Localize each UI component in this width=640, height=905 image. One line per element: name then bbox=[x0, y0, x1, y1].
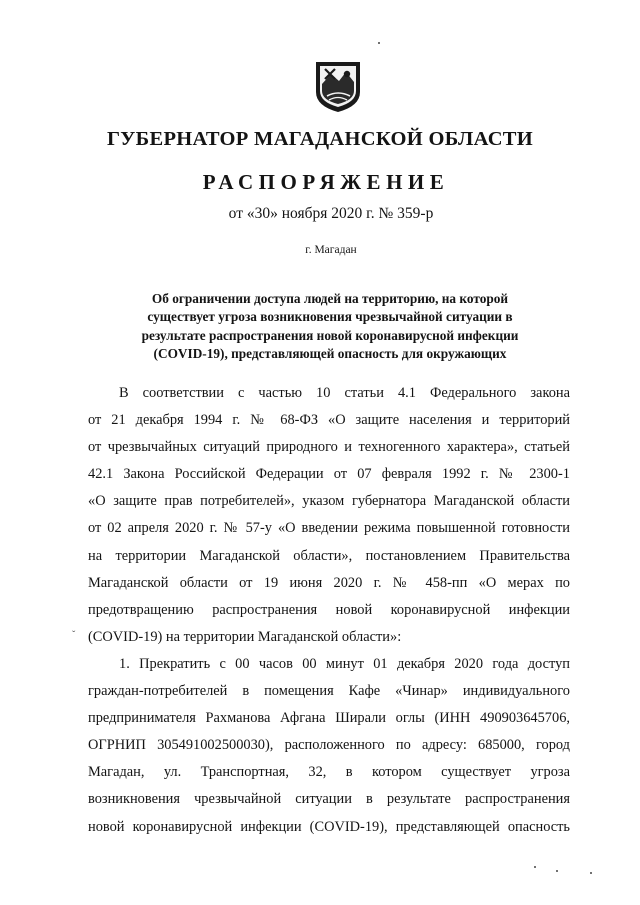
body-line: от 02 апреля 2020 г. № 57-у «О введении режима повышенной готовности bbox=[88, 520, 570, 537]
preamble-paragraph bbox=[88, 380, 570, 651]
subject-line: Об ограничении доступа людей на территорию, на которой bbox=[151, 291, 509, 306]
subject-line: результате распространения новой коронавирусной инфекции bbox=[141, 327, 519, 343]
body-line: Магадан, ул. Транспортная, 32, в котором существует угроза bbox=[88, 764, 570, 781]
body-line: 42.1 Закона Российской Федерации от 07 февраля 1992 г. № 2300-1 bbox=[88, 466, 570, 483]
body-line: на территории Магаданской области», постановлением Правительства bbox=[88, 547, 570, 564]
document-body bbox=[88, 380, 570, 841]
point-1-paragraph bbox=[88, 651, 570, 841]
body-line: (COVID-19) на территории Магаданской области»: bbox=[88, 628, 402, 645]
body-line: предпринимателя Рахманова Афгана Ширали оглы (ИНН 490903645706, bbox=[88, 710, 570, 727]
document-city: г. Магадан bbox=[305, 244, 357, 256]
document-type: РАСПОРЯЖЕНИЕ bbox=[202, 170, 450, 194]
subject-line: (COVID-19), представляющей опасность для окружающих bbox=[153, 345, 507, 361]
body-line: Магаданской области от 19 июня 2020 г. № 458-пп «О мерах по bbox=[88, 574, 570, 591]
body-line: граждан-потребителей в помещения Кафе «Чинар» индивидуального bbox=[88, 683, 570, 700]
document-subject bbox=[80, 290, 580, 363]
body-line: 1. Прекратить с 00 часов 00 минут 01 декабря 2020 года доступ bbox=[119, 655, 570, 672]
scan-speck bbox=[556, 870, 558, 872]
emblem-graphic bbox=[313, 60, 363, 114]
body-line: В соответствии с частью 10 статьи 4.1 Федерального закона bbox=[119, 385, 570, 401]
subject-line: существует угроза возникновения чрезвычайной ситуации в bbox=[147, 309, 513, 325]
margin-mark: ˇ bbox=[72, 630, 76, 641]
body-line: от чрезвычайных ситуаций природного и техногенного характера», статьей bbox=[88, 439, 570, 456]
body-line: возникновения чрезвычайной ситуации в результате распространения bbox=[88, 791, 570, 808]
body-line: предотвращению распространения новой коронавирусной инфекции bbox=[88, 601, 570, 618]
scan-speck bbox=[378, 42, 380, 44]
body-line: ОГРНИП 305491002500030), расположенного по адресу: 685000, город bbox=[88, 737, 570, 754]
body-line: «О защите прав потребителей», указом губернатора Магаданской области bbox=[88, 493, 570, 510]
document-date-number: от «30» ноября 2020 г. № 359-р bbox=[228, 205, 434, 222]
scan-speck bbox=[534, 866, 536, 868]
body-line: от 21 декабря 1994 г. № 68-ФЗ «О защите населения и территорий bbox=[88, 412, 570, 429]
scan-speck bbox=[590, 872, 592, 874]
governor-title: ГУБЕРНАТОР МАГАДАНСКОЙ ОБЛАСТИ bbox=[106, 128, 534, 150]
body-line: новой коронавирусной инфекции (COVID-19), представляющей опасность bbox=[88, 818, 570, 835]
coat-of-arms-icon bbox=[313, 60, 363, 114]
